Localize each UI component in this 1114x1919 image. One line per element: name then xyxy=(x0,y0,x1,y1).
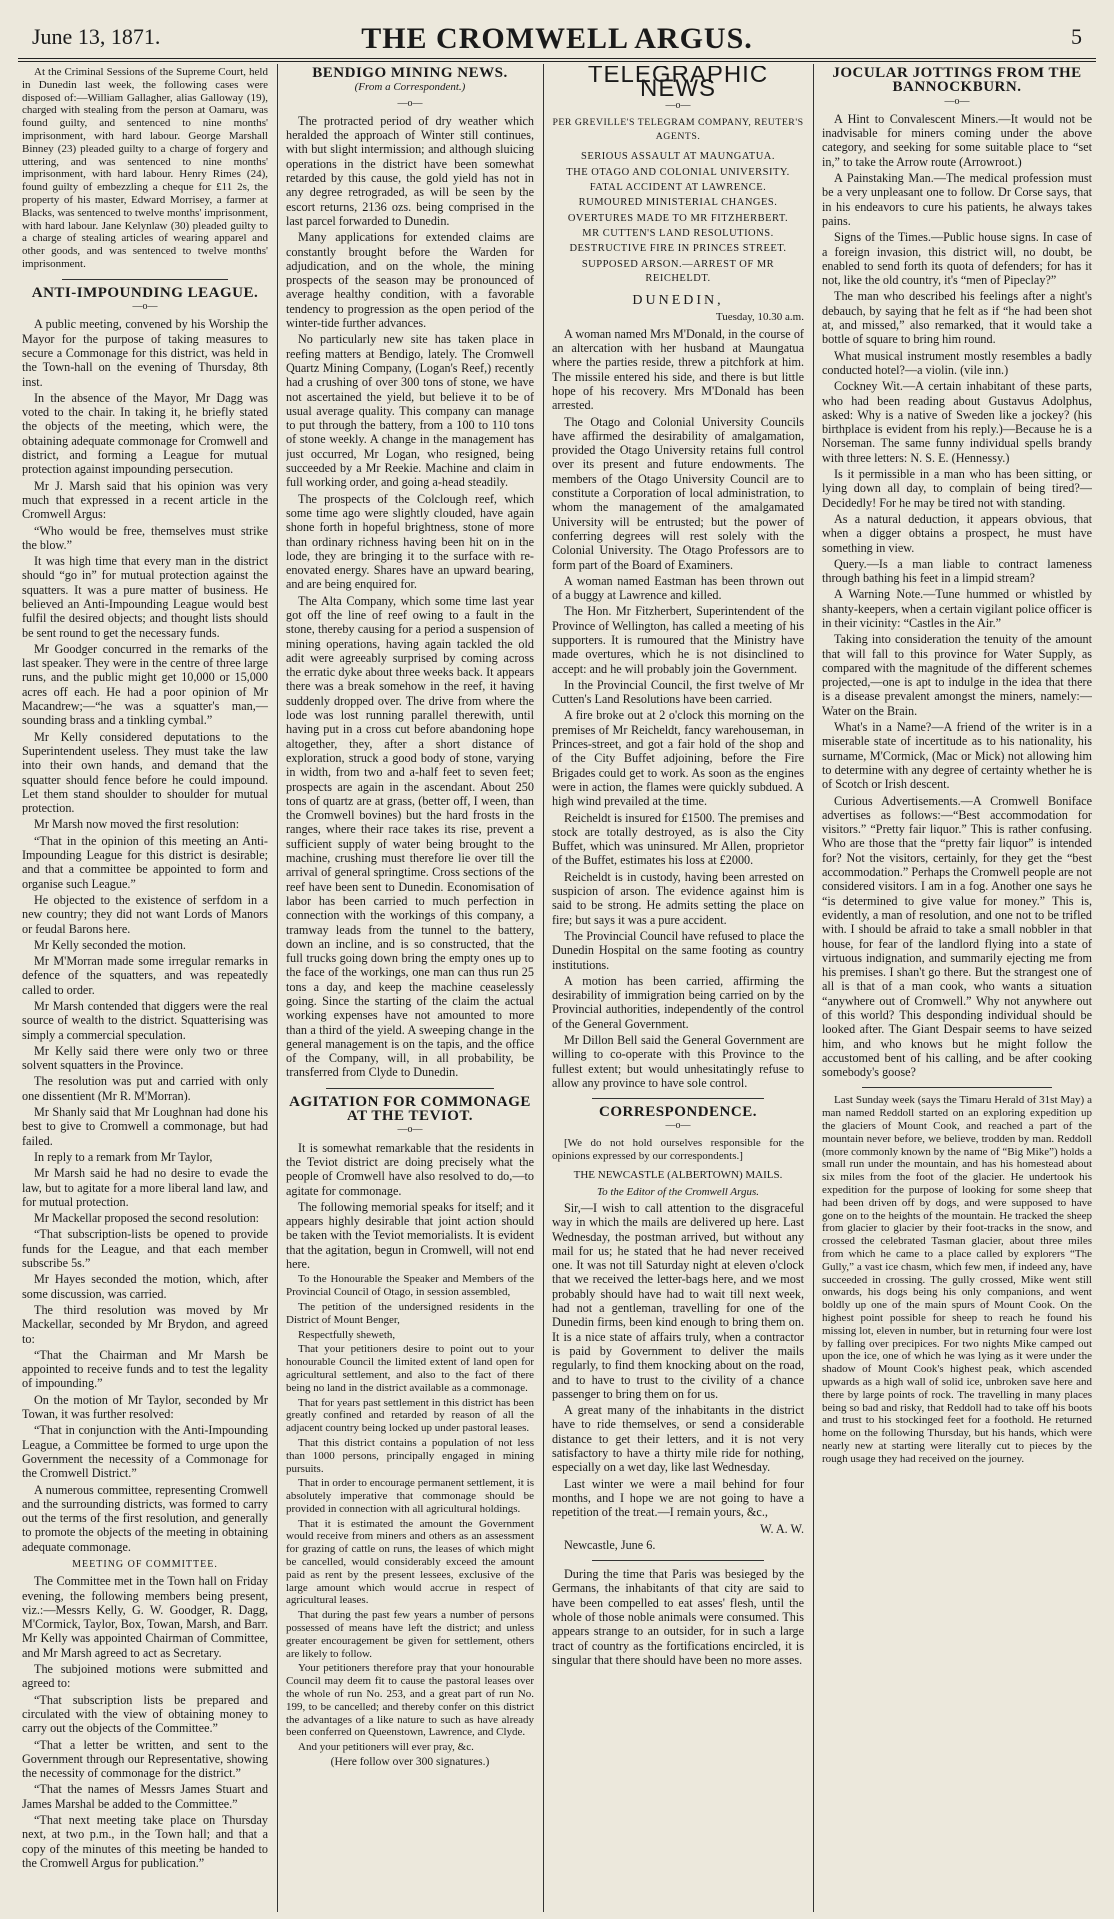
bendigo-body xyxy=(286,114,534,1080)
letter-signature: W. A. W. xyxy=(760,1521,804,1536)
paragraph: Is it permissible in a man who has been sitting, or lying down all day, to complain of being tired?—Decidedly! For he may be tired not with standing. xyxy=(822,467,1092,510)
paragraph: “Who would be free, themselves must strike the blow.” xyxy=(22,523,268,552)
paragraph: The Provincial Council have refused to place the Dunedin Hospital on the same footing as country institutions. xyxy=(552,928,804,972)
column-rule xyxy=(813,64,814,1912)
paragraph: A motion has been carried, affirming the desirability of immigration being carried on by the Provincial authorities, independently of the control of the General Government. xyxy=(552,973,804,1031)
heading-ornament: —o— xyxy=(665,99,691,111)
paragraph: The third resolution was moved by Mr Mackellar, seconded by Mr Brydon, and agreed to: xyxy=(22,1302,268,1346)
paragraph: The subjoined motions were submitted and agreed to: xyxy=(22,1662,268,1691)
subheading-committee: MEETING OF COMMITTEE. xyxy=(72,1558,218,1570)
paragraph: A public meeting, convened by his Worship the Mayor for the purpose of taking measures to secure a Commonage for this district, was held in the Town-hall on the evening of Thursday, 8th inst. xyxy=(22,317,268,389)
paragraph: What musical instrument mostly resembles a badly conducted hotel?—a violin. (vile inn.) xyxy=(822,348,1092,377)
headline-summary xyxy=(552,150,804,286)
divider xyxy=(326,1088,494,1089)
letter-addressee: To the Editor of the Cromwell Argus. xyxy=(596,1185,760,1198)
paragraph: Mr Kelly seconded the motion. xyxy=(34,937,186,952)
heading-ornament: —o— xyxy=(665,1120,691,1132)
article-heading-anti-impounding: ANTI-IMPOUNDING LEAGUE. xyxy=(31,284,259,301)
paragraph: “That subscription-lists be opened to provide funds for the League, and that each member subscribe 5s.” xyxy=(22,1227,268,1271)
summary-line: MR CUTTEN'S LAND RESOLUTIONS. xyxy=(582,227,774,239)
letter-place-date: Newcastle, June 6. xyxy=(564,1537,656,1552)
paragraph: Mr Goodger concurred in the remarks of the last speaker. They were in the centre of three large runs, and the public might get 10,000 or 15,000 acres off each. He had a poor opinion of Mr Macandrew;—“he was a squatter's man,—sounding brass and a tinkling cymbal.” xyxy=(22,641,268,728)
paragraph: In reply to a remark from Mr Taylor, xyxy=(34,1149,213,1164)
paragraph: The prospects of the Colclough reef, which some time ago were slightly clouded, have again shone forth in hopeful brightness, stone of more than ordinary richness having been hit on in the lode, they are bringing it to the surface with re-enovated energy. Shares have an upward bearing, and are being enquired for. xyxy=(286,491,534,592)
divider xyxy=(592,1560,764,1561)
paragraph: The petition of the undersigned residents in the District of Mount Benger, xyxy=(286,1300,534,1326)
article-heading-correspondence: CORRESPONDENCE. xyxy=(599,1104,757,1121)
paragraph: Many applications for extended claims are constantly brought before the Warden for adjudication, and on the whole, the mining prospects of the season may be pronounced of average healthy condition, with a favorable tendency to progression as the open period of the winter-tide further advances. xyxy=(286,230,534,331)
paragraph: No particularly new site has taken place in reefing matters at Bendigo, lately. The Cromwell Quartz Mining Company, (Logan's Reef,) recently had a crushing of over 300 tons of stone, we have not ascertained the yield, but believe it to be of usual average quality. This company can manage to put through the battery, from a 100 to 110 tons of stone weekly. A change in the management has just occurred, Mr Logan, who resigned, being succeeded by a Mr Reekie. Machine and claim in full working order, and going a-head steadily. xyxy=(286,332,534,490)
paragraph: On the motion of Mr Taylor, seconded by Mr Towan, it was further resolved: xyxy=(22,1392,268,1422)
newspaper-title: THE CROMWELL ARGUS. xyxy=(361,22,753,55)
paragraph: That in order to encourage permanent settlement, it is absolutely imperative that commonage should be provided in connection with all agricultural holdings. xyxy=(286,1477,534,1515)
summary-line: OVERTURES MADE TO MR FITZHERBERT. xyxy=(567,212,789,224)
paragraph: Mr M'Morran made some irregular remarks in defence of the squatters, and was repeatedly called to order. xyxy=(22,954,268,997)
paragraph: Mr Dillon Bell said the General Government are willing to co-operate with this Province to the fullest extent; but would unhesitatingly refuse to allow any province to have sole control. xyxy=(552,1033,804,1090)
page-number: 5 xyxy=(1071,24,1082,49)
criminal-sessions-paragraph: At the Criminal Sessions of the Supreme Court, held in Dunedin last week, the following cases were disposed of:—William Gallagher, alias Galloway (19), charged with stealing from the person at Oamaru, was found guilty, and sentenced to nine months' imprisonment, with hard labour. George Marshall Binney (23) pleaded guilty to a charge of forgery and uttering, and was sentenced to nine months' imprisonment, with hard labour. Henry Rimes (24), found guilty of embezzling a cheque for £11 2s, the property of his master, Edward Morrisey, a farmer at Blacks, was sentenced to twelve months' imprisonment, with hard labour. Jane Kelynlaw (30) pleaded guilty to a charge of stealing articles of wearing apparel and other goods, and was sentenced to twelve months' imprisonment. xyxy=(22,66,268,270)
paragraph: A numerous committee, representing Cromwell and the surrounding districts, was formed to carry out the terms of the first resolution, and generally to promote the objects of the meeting in obtaining adequate commonage. xyxy=(22,1482,268,1554)
letter-body xyxy=(552,1201,804,1520)
paragraph: Reicheldt is in custody, having been arrested on suspicion of arson. The evidence against him is said to be strong. He admits setting the place on fire; but says it was a pure accident. xyxy=(552,869,804,927)
memorial-text xyxy=(286,1273,534,1768)
masthead xyxy=(18,14,1096,59)
paragraph: To the Honourable the Speaker and Members of the Provincial Council of Otago, in session assembled, xyxy=(286,1273,534,1299)
paragraph: Curious Advertisements.—A Cromwell Boniface advertises as follows:—“Best accommodation for visitors.” “Pretty fair liquor.” This is rather confusing. Who are those that the “pretty fair liquor” is intended for? Not the visitors, certainly, for they get the “best accommodation.” Perhaps the Cromwell people are not considered visitors. I am in a fog. Another one says he “is determined to give value for money.” This is, evidently, a man of resolution, and one not to be trifled with. I should be afraid to take a small nobbler in that house, for fear of the landlord flying into a state of virtuous indignation, and summarily ejecting me from his premises. I shan't go there. But the strangest one of all is that of a man cook, who wants a situation “anywhere out of Cromwell.” Why not anywhere out of this world? This desponding individual should be looked after. The Giant Despair seems to have seized him, and who knows but he might follow the accustomed bent of his calling, and be after cooking somebody's goose? xyxy=(822,793,1092,1080)
divider xyxy=(62,279,228,280)
paragraph: A woman named Eastman has been thrown out of a buggy at Lawrence and killed. xyxy=(552,573,804,603)
agitation-body xyxy=(286,1141,534,1272)
paragraph: Mr Mackellar proposed the second resolution: xyxy=(34,1211,260,1226)
paragraph: He objected to the existence of serfdom in a new country; they did not want Lords of Manors or feudal Barons here. xyxy=(22,892,268,936)
summary-line: SERIOUS ASSAULT AT MAUNGATUA. xyxy=(580,151,775,163)
paragraph: And your petitioners will ever pray, &c. xyxy=(298,1741,474,1754)
paragraph: “That a letter be written, and sent to the Government through our Representative, showing the necessity of commonage for the district.” xyxy=(22,1737,268,1781)
paragraph: What's in a Name?—A friend of the writer is in a miserable state of incertitude as to his nationality, his surname, M'Cormick, (Mac or Mick) not allowing him to determine with any degree of certainty whether he is of Scotch or Irish descent. xyxy=(822,720,1092,792)
divider xyxy=(592,1098,764,1099)
column-2 xyxy=(286,66,534,1911)
paragraph: It is somewhat remarkable that the residents in the Teviot district are doing precisely what the people of Cromwell have also resolved to do,—to agitate for commonage. xyxy=(286,1140,534,1198)
heading-ornament: —o— xyxy=(944,95,970,107)
paragraph: Signs of the Times.—Public house signs. In case of a foreign invasion, this district will, no doubt, be enabled to send forth its quota of defenders; for has it not, like the old country, it's “men of Pipeclay?” xyxy=(822,230,1092,288)
paragraph: Mr Hayes seconded the motion, which, after some discussion, was carried. xyxy=(22,1272,268,1301)
committee-body xyxy=(22,1574,268,1870)
paragraph: Respectfully sheweth, xyxy=(298,1328,396,1341)
summary-line: THE OTAGO AND COLONIAL UNIVERSITY. xyxy=(566,166,790,178)
paragraph: The Otago and Colonial University Councils have affirmed the desirability of amalgamation, provided the Otago University retains full control over its present and future endowments. The members of the Otago University Council are to constitute a Corporation of local administration, to whom the management of the amalgamated University will be entrusted; but the power of conferring degrees will rest solely with the Colonial University. The Otago Professors are to form part of the Board of Examiners. xyxy=(552,414,804,572)
paragraph: The Alta Company, which some time last year got off the line of reef owing to a fault in the stone, thereby causing for a period a suspension of mining operations, having again tackled the old adit were agreeably surprised by coming across the erratic dyke about three weeks back. It appears there was a break somehow in the reef, it having suddenly dropped over. The drive from where the lode was lost running parallel therewith, until having put in a cross cut before abandoning hope altogether, they, after a short distance of exploration, struck a good body of stone, varying in width, from two and a-half feet to seven feet; prospects are again in the ascendant. About 250 tons of quartz are at grass, (better off, I ween, than the Cromwell bovines) but the hard frosts in the ranges, where their race takes its rise, prevent a sufficient supply of water being brought to the machine, crushing must therefore lie over till the arrival of general springtime. Cross sections of the reef have been sent to Dunedin. Economisation of labor has been carried to much perfection in connection with the workings of this company, a tramway leads from the tunnel to the battery, down an incline, and is so constructed, that the full trucks going down bring the empty ones up to the face of the workings, one man can thus run 25 tons a day, and keep the machine ceaselessly going. Since the starting of the claim the actual working expenses have not amounted to more than a third of the yield. A sweeping change in the general management is on the tapis, and the office of the Company, will, in all probability, be transferred from Clyde to Dunedin. xyxy=(286,593,534,1080)
paragraph: That this district contains a population of not less than 1000 persons, principally engaged in mining pursuits. xyxy=(286,1436,534,1475)
paragraph: It was high time that every man in the district should “go in” for mutual protection against the squatters. It was a pure matter of business. He believed an Anti-Impounding League would best fulfil the desired objects; and thought lists should be sent round to get the necessary funds. xyxy=(22,554,268,640)
dateline-time: Tuesday, 10.30 a.m. xyxy=(715,311,804,324)
article-heading-bendigo: BENDIGO MINING NEWS. xyxy=(312,66,508,81)
letter-heading: THE NEWCASTLE (ALBERTOWN) MAILS. xyxy=(573,1169,783,1182)
summary-line: SUPPOSED ARSON.—ARREST OF MR REICHELDT. xyxy=(581,258,775,284)
paragraph: That during the past few years a number of persons possessed of means have left the district; and unless greater encouragement be given for settlement, others are likely to follow. xyxy=(286,1609,534,1660)
masthead-rule xyxy=(18,61,1096,62)
paragraph: A fire broke out at 2 o'clock this morning on the premises of Mr Reicheldt, fancy warehouseman, in Princes-street, and got a fair hold of the shop and of the City Buffet adjoining, before the Fire Brigades could get to work. As soon as the engines were in action, the flames were quickly subdued. A high wind prevailed at the time. xyxy=(552,708,804,809)
paragraph: That your petitioners desire to point out to your honourable Council the limited extent of land open for agricultural settlement, and also to the fact of there being no land in the district available as a commonage. xyxy=(286,1343,534,1394)
paragraph: A Warning Note.—Tune hummed or whistled by shanty-keepers, when a certain vigilant police officer is in their vicinity: “Castles in the Air.” xyxy=(822,587,1092,630)
paragraph: That it is estimated the amount the Government would receive from miners and others as an assessment for grazing of cattle on runs, the leases of which might be cancelled, would considerably exceed the amount paid as rent by the present lessees, exclusive of the large amount which would accrue in respect of agricultural leases. xyxy=(286,1517,534,1607)
paragraph: That for years past settlement in this district has been greatly confined and retarded by reason of all the adjacent country being locked up under pastoral leases. xyxy=(286,1396,534,1435)
article-heading-agitation: AGITATION FOR COMMONAGE AT THE TEVIOT. xyxy=(289,1093,531,1125)
paragraph: As a natural deduction, it appears obvious, that when a digger obtains a prospect, he must have something in view. xyxy=(822,511,1092,555)
paragraph: Last winter we were a mail behind for four months, and I hope we are not going to have a repetition of the treat.—I remain yours, &c., xyxy=(552,1476,804,1520)
issue-date: June 13, 1871. xyxy=(32,24,161,49)
column-4 xyxy=(822,66,1092,1911)
paragraph: Mr J. Marsh said that his opinion was very much that expressed in a recent article in the Cromwell Argus: xyxy=(22,478,268,522)
summary-line: DESTRUCTIVE FIRE IN PRINCES STREET. xyxy=(569,243,787,255)
paragraph: Cockney Wit.—A certain inhabitant of these parts, who had been reading about Gustavus Adolphus, asked: Why is a native of Sweden like a jockey? (his birthplace is evident from his reply.)—Because he is a Norseman. The same funny individual spells brandy with three letters: N. S. E. (Hennessy.) xyxy=(822,379,1092,465)
paragraph: Your petitioners therefore pray that your honourable Council may deem fit to cause the pastoral leases over the whole of run No. 253, and a great part of run No. 199, to be cancelled; and thereby confer on this district the advantages of a like nature to such as have already been conferred on Queenstown, Lawrence, and Clyde. xyxy=(286,1662,534,1739)
timaru-paragraph: Last Sunday week (says the Timaru Herald of 31st May) a man named Reddoll started on an exploring expedition up the glaciers of Mount Cook, and reached a part of the mountain never before, we believe, trodden by man. Reddoll (more commonly known by the name of “Big Mike”) holds a small run under the mountain, and has his homestead about six miles from the foot of the glacier. He undertook his expedition for the purpose of looking for some sheep that had been driven off by dogs, and were supposed to have gone on to the heights of the mountain. He tracked the sheep from glacier to glacier by their foot-tracks in the snow, and crossed the celebrated Tasman glacier, about three miles from which he came to a place called by explorers “The Gully,” a vast ice chasm, which few men, if indeed any, have succeeded in crossing. The gully crossed, Mike went still onwards, his dogs being his only companions, and went boldly up one of the main spurs of Mount Cook. On the highest point possible for sheep to reach he found his missing lot, eleven in number, but in returning four were lost by falling over precipices. For two nights Mike camped out upon the ice, one of which he was lying as it were under the shadow of Mount Cook's highest peak, which ascended upwards as a high wall of solid ice, unbroken save here and there by large points of rock. The travelling in many places being so bad and risky, that Reddoll had to take off his boots and trust to his stockinged feet for a foothold. He returned home on the following Thursday, but his hands, which were nearly new at starting were literally cut to pieces by the rough usage they had received on the journey. xyxy=(822,1094,1092,1465)
paragraph: Mr Marsh now moved the first resolution: xyxy=(34,817,240,832)
paragraph: In the absence of the Mayor, Mr Dagg was voted to the chair. In taking it, he briefly stated the objects of the meeting, which were, the obtaining adequate commonage for Cromwell and district, and forming a League for mutual protection against impounding persecution. xyxy=(22,390,268,477)
paragraph: The Committee met in the Town hall on Friday evening, the following members being present, viz.:—Messrs Kelly, G. W. Goodger, R. Dagg, M'Cormick, Taylor, Box, Towan, Marsh, and Barr. Mr Kelly was appointed Chairman of Committee, and Mr Marsh agreed to act as Secretary. xyxy=(22,1574,268,1660)
paragraph: Taking into consideration the tenuity of the amount that will fall to this province for Water Supply, as compared with the magnitude of the different schemes projected,—one is apt to indulge in the idea that there is a disease prevalent amongst the miners, namely:—Water on the Brain. xyxy=(822,632,1092,718)
column-3 xyxy=(552,66,804,1911)
paragraph: Reicheldt is insured for £1500. The premises and stock are totally destroyed, as is also the City Buffet, which was uninsured. Mr Allen, proprietor of the Buffet, estimates his loss at £2000. xyxy=(552,810,804,868)
anti-impounding-body xyxy=(22,317,268,1554)
summary-line: FATAL ACCIDENT AT LAWRENCE. xyxy=(589,182,767,194)
paragraph: A great many of the inhabitants in the district have to ride themselves, or send a considerable distance to get their letters, and it is not very satisfactory to have a thirty mile ride for nothing, especially on a wet day, like last Wednesday. xyxy=(552,1403,804,1475)
paragraph: “That subscription lists be prepared and circulated with the view of obtaining money to carry out the objects of the Committee.” xyxy=(22,1692,268,1736)
byline: (From a Correspondent.) xyxy=(354,81,466,94)
paragraph: Mr Kelly said there were only two or three solvent squatters in the Province. xyxy=(22,1043,268,1073)
paragraph: A Hint to Convalescent Miners.—It would not be inadvisable for miners coming under the above category, and seeking for some suitable place to “set in,” to take the Arrow route (Arrowroot.) xyxy=(822,111,1092,169)
paragraph: “That in conjunction with the Anti-Impounding League, a Committee be formed to urge upon the Government the necessity of a Commonage for the Cromwell District.” xyxy=(22,1423,268,1481)
paragraph: A woman named Mrs M'Donald, in the course of an altercation with her husband at Maungatua where the parties reside, threw a pitchfork at him. The missile entered his side, and there is but little hope of his recovery. Mrs M'Donald has been arrested. xyxy=(552,326,804,413)
paragraph: Mr Kelly considered deputations to the Superintendent useless. They must take the law into their own hands, and demand that the squatter should fence before he could impound. Let them stand shoulder to shoulder for mutual protection. xyxy=(22,729,268,816)
paragraph: The following memorial speaks for itself; and it appears highly desirable that joint action should be taken with the Teviot memorialists. It is evident that the agitation, begun in Cromwell, will not end here. xyxy=(286,1199,534,1272)
article-heading-telegraphic: TELEGRAPHIC NEWS xyxy=(587,66,769,103)
dateline: DUNEDIN, xyxy=(632,293,724,309)
paragraph: “That the Chairman and Mr Marsh be appointed to receive funds and to test the legality of impounding.” xyxy=(22,1347,268,1391)
paragraph: (Here follow over 300 signatures.) xyxy=(330,1756,490,1769)
article-heading-jocular: JOCULAR JOTTINGS FROM THE BANNOCKBURN. xyxy=(832,66,1082,96)
jocular-body xyxy=(822,112,1092,1080)
heading-ornament: —o— xyxy=(132,301,158,313)
column-rule xyxy=(543,64,544,1912)
paris-paragraph: During the time that Paris was besieged by the Germans, the inhabitants of that city are said to have been compelled to eat asses' flesh, until the whole of those noble animals were consumed. This appears strange to an outsider, for in such a large tract of country as the fortifications encircled, it is singular that there should have been no more asses. xyxy=(552,1567,804,1667)
paragraph: Mr Shanly said that Mr Loughnan had done his best to give to Cromwell a commonage, but had failed. xyxy=(22,1105,268,1148)
paragraph: “That in the opinion of this meeting an Anti-Impounding League for this district is desirable; and that a committee be appointed to form and organise such League.” xyxy=(22,833,268,891)
paragraph: A Painstaking Man.—The medical profession must be a very unpleasant one to follow. Dr Corse says, that in his endeavors to cure his patients, he always takes pains. xyxy=(822,171,1092,228)
paragraph: Mr Marsh contended that diggers were the real source of wealth to the district. Squatterising was simply a commercial speculation. xyxy=(22,999,268,1042)
column-1 xyxy=(22,66,268,1911)
summary-line: RUMOURED MINISTERIAL CHANGES. xyxy=(578,197,778,209)
column-rule xyxy=(277,64,278,1912)
paragraph: In the Provincial Council, the first twelve of Mr Cutten's Land Resolutions have been carried. xyxy=(552,677,804,707)
heading-ornament: —o— xyxy=(397,97,423,109)
heading-ornament: —o— xyxy=(397,1124,423,1136)
paragraph: The resolution was put and carried with only one dissentient (Mr R. M'Morran). xyxy=(22,1074,268,1103)
paragraph: “That next meeting take place on Thursday next, at two p.m., in the Town hall; and that a copy of the minutes of this meeting be handed to the Cromwell Argus for publication.” xyxy=(22,1813,268,1870)
paragraph: The man who described his feelings after a night's debauch, by saying that he felt as if “he had been shot at, and missed,” also remarked, that it would take a bottle of square to bring him round. xyxy=(822,289,1092,347)
paragraph: The Hon. Mr Fitzherbert, Superintendent of the Province of Wellington, has called a meeting of his supporters. It is rumoured that the Ministry have made overtures, which he is not disinclined to accept: and he will probably join the Government. xyxy=(552,604,804,676)
agency-line: PER GREVILLE'S TELEGRAM COMPANY, REUTER'S AGENTS. xyxy=(552,116,804,143)
paragraph: Mr Marsh said he had no desire to evade the law, but to agitate for a more liberal land law, and for mutual protection. xyxy=(22,1166,268,1209)
paragraph: The protracted period of dry weather which heralded the approach of Winter still continues, with but slight intermission; and although sluicing operations in the district have been somewhat retarded by this cause, the gold yield has not in any degree retrograded, as will be seen by the escort returns, 2136 ozs. being comprised in the last parcel forwarded to Dunedin. xyxy=(286,113,534,228)
divider xyxy=(862,1087,1052,1088)
paragraph: “That the names of Messrs James Stuart and James Marshal be added to the Committee.” xyxy=(22,1782,268,1811)
telegraphic-body xyxy=(552,327,804,1090)
paragraph: Query.—Is a man liable to contract lameness through bathing his feet in a limpid stream? xyxy=(822,556,1092,586)
editorial-note: [We do not hold ourselves responsible for the opinions expressed by our correspondents.] xyxy=(552,1136,804,1162)
paragraph: Sir,—I wish to call attention to the disgraceful way in which the mails are delivered up here. Last Wednesday, the postman arrived, but without any mail for us; he stated that he had never received one. It was not till Saturday night at eleven o'clock that we received the letter-bags here, and we most probably should have had to wait till next week, had not a gentleman, travelling for one of the Dunedin firms, been kind enough to bring them on. It is a nice state of affairs truly, when a contractor is paid by Government to deliver the mails regularly, to find them knocking about on the road, and to have to trust to the civility of a chance passenger to bring them on for us. xyxy=(552,1200,804,1401)
